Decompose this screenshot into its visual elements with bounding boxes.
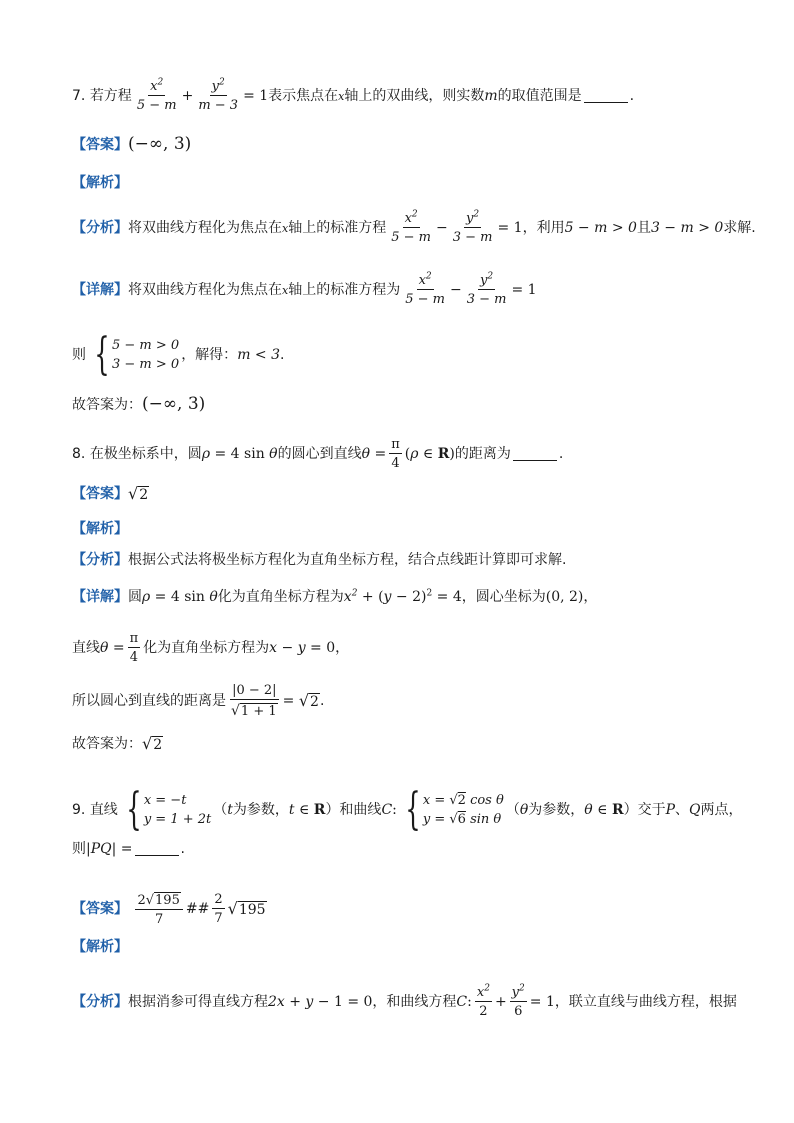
q7-frac-2: $\frac{y^2}{m - 3}$ [198,77,239,113]
answer-tag: 【答案】 [72,136,128,153]
q9-answer: 【答案】 2 √ 195 7 ## $\frac{2}{7}$ √ 195 [72,892,266,927]
answer-blank [584,102,628,103]
q7-answer [72,136,738,153]
q8-final: 故答案为： √ 2 [72,734,163,753]
q7-final: 故答案为： (−∞, 3) [72,394,206,414]
q7-number: 7. [72,88,86,104]
q8-question: 8. 在极坐标系中，圆 ρ = 4 sin θ 的圆心到直线 θ = $\frac{\pi}{4}$ ( ρ ∈ R) 的距离为 . [72,437,564,471]
q8-xiangjie: 【详解】 圆 ρ = 4 sin θ 化为直角坐标方程为 $x^2$ + ( y − 2)$^2$ = 4 ，圆心坐标为 (0, 2) ， [72,588,598,605]
q7-question: 7. 若方程 $\frac{x^2}{5 - m}$ + $\frac{y^2}{m - 3}$ = 1 表示焦点在 x 轴上的双曲线，则实数 m 的取值范围是 . [72,77,635,113]
q7-fenxi: 【分析】 将双曲线方程化为焦点在 x 轴上的标准方程 $\frac{x^2}{5 - m}$ − $\frac{y^2}{3 - m}$ = 1 ，利用 5 − m > 0 且 3 − m > 0 求解. [72,209,756,245]
q8-line2: 直线 θ = $\frac{\pi}{4}$ 化为直角坐标方程为 x − y = 0 ， [72,631,350,665]
q7-system: 则 { 5 − m > 0 3 − m > 0 ，解得： m < 3 . [72,329,285,380]
q7-frac-1: $\frac{x^2}{5 - m}$ [136,77,177,113]
q9-fenxi: 【分析】 根据消参可得直线方程 2x + y − 1 = 0 ，和曲线方程 C : $\frac{x^2}{2}$ + $\frac{y^2}{6}$ = 1 ，联立直线与曲线方程，根据 [72,983,737,1019]
q8-answer: 【答案】 √ 2 [72,484,149,503]
answer-blank [135,855,179,856]
q9-analysis: 【解析】 [72,939,128,955]
q8-analysis: 【解析】 [72,521,128,537]
q8-fenxi: 【分析】 根据公式法将极坐标方程化为直角坐标方程，结合点线距计算即可求解. [72,552,567,568]
q7-analysis: 【解析】 [72,175,128,191]
q9-question: 9. 直线 { x = −t y = 1 + 2t （ t 为参数， t ∈ R ）和曲线 C : { x = √2 cos θ y = √6 sin θ （ θ 为参数， θ ∈ R ）交于 P 、 Q 两点， [72,784,743,835]
q7-xiangjie: 【详解】 将双曲线方程化为焦点在 x 轴上的标准方程为 $\frac{x^2}{5 - m}$ − $\frac{y^2}{3 - m}$ = 1 [72,271,537,307]
answer-blank [513,460,557,461]
q8-line3: 所以圆心到直线的距离是 |0 − 2| √ 1 + 1 = √ 2 . [72,683,325,719]
q7-answer-value: (−∞, 3) [128,134,192,154]
q9-line2: 则 | PQ | = . [72,841,185,857]
